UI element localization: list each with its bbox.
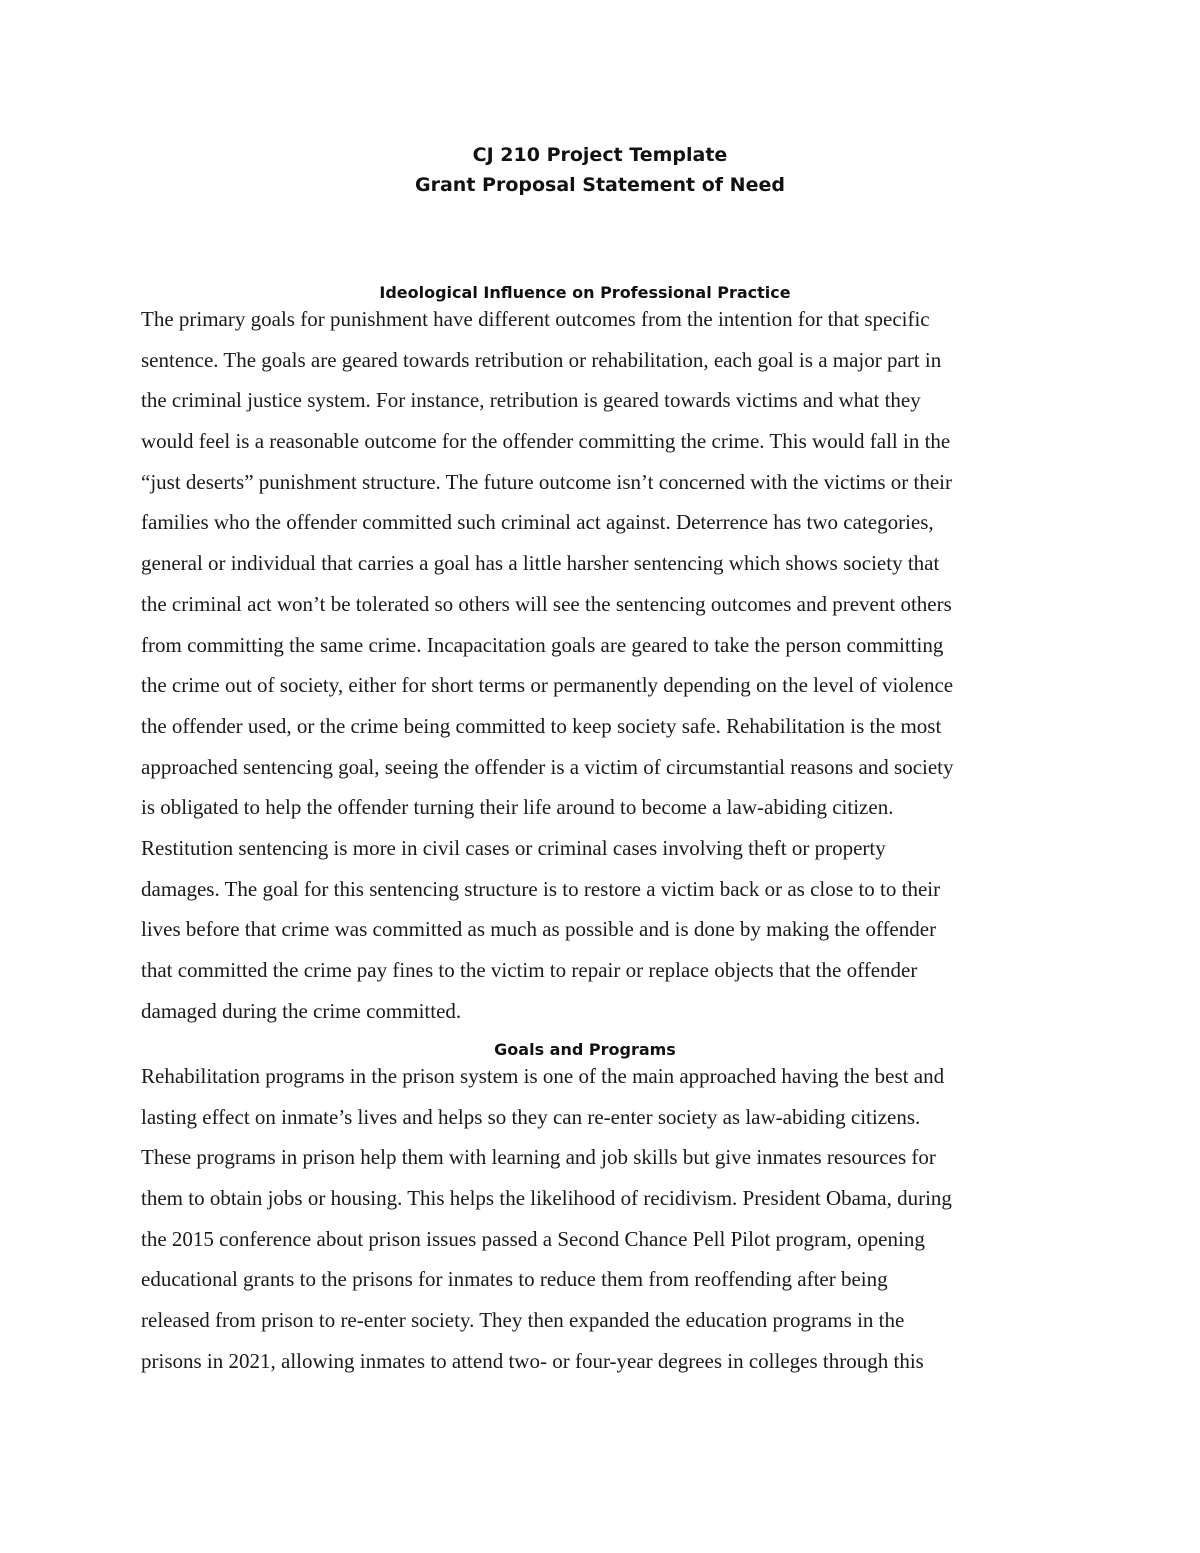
paragraph-line: approached sentencing goal, seeing the offender is a victim of circumstantial reasons and society — [141, 754, 954, 779]
paragraph-line: the crime out of society, either for short terms or permanently depending on the level of violence — [141, 673, 954, 698]
paragraph-line: families who the offender committed such criminal act against. Deterrence has two categories, — [141, 510, 934, 535]
paragraph-line: These programs in prison help them with learning and job skills but give inmates resources for — [141, 1145, 936, 1170]
paragraph-line: is obligated to help the offender turning their life around to become a law-abiding citizen. — [141, 795, 894, 820]
paragraph-line: lives before that crime was committed as much as possible and is done by making the offender — [141, 917, 937, 942]
paragraph-line: the criminal act won’t be tolerated so others will see the sentencing outcomes and prevent others — [141, 591, 952, 616]
paragraph-line: Restitution sentencing is more in civil cases or criminal cases involving theft or property — [141, 835, 886, 860]
paragraph-line: prisons in 2021, allowing inmates to attend two- or four-year degrees in colleges through this — [141, 1348, 924, 1373]
paragraph-line: them to obtain jobs or housing. This helps the likelihood of recidivism. President Obama, during — [141, 1186, 952, 1211]
document-title: CJ 210 Project Template — [472, 144, 728, 166]
paragraph-line: lasting effect on inmate’s lives and helps so they can re-enter society as law-abiding citizens. — [141, 1104, 921, 1129]
document-subtitle: Grant Proposal Statement of Need — [415, 174, 785, 196]
paragraph-line: damaged during the crime committed. — [141, 998, 462, 1023]
paragraph-ideological-influence — [141, 299, 1061, 1031]
paragraph-line: “just deserts” punishment structure. The future outcome isn’t concerned with the victims or their — [141, 469, 953, 494]
paragraph-line: that committed the crime pay fines to the victim to repair or replace objects that the offender — [141, 958, 918, 982]
title-block — [0, 140, 1200, 200]
paragraph-line: from committing the same crime. Incapacitation goals are geared to take the person committing — [141, 632, 944, 657]
paragraph-line: general or individual that carries a goal has a little harsher sentencing which shows society that — [141, 551, 940, 576]
paragraph-line: The primary goals for punishment have different outcomes from the intention for that specific — [141, 307, 930, 331]
paragraph-line: the offender used, or the crime being committed to keep society safe. Rehabilitation is the most — [141, 713, 942, 738]
paragraph-line: would feel is a reasonable outcome for the offender committing the crime. This would fall in the — [141, 429, 951, 454]
paragraph-line: educational grants to the prisons for inmates to reduce them from reoffending after being — [141, 1267, 888, 1292]
paragraph-line: the criminal justice system. For instance, retribution is geared towards victims and what they — [141, 388, 921, 413]
paragraph-goals-and-programs — [141, 1056, 1061, 1382]
section-heading-goals-and-programs: Goals and Programs — [494, 1040, 676, 1059]
paragraph-line: damages. The goal for this sentencing structure is to restore a victim back or as close to to their — [141, 876, 941, 901]
paragraph-line: the 2015 conference about prison issues passed a Second Chance Pell Pilot program, opening — [141, 1226, 925, 1251]
paragraph-line: sentence. The goals are geared towards retribution or rehabilitation, each goal is a major part in — [141, 347, 942, 372]
paragraph-line: released from prison to re-enter society. They then expanded the education programs in the — [141, 1308, 905, 1333]
paragraph-line: Rehabilitation programs in the prison system is one of the main approached having the best and — [141, 1064, 945, 1088]
section-heading-ideological-influence: Ideological Influence on Professional Practice — [379, 283, 791, 302]
